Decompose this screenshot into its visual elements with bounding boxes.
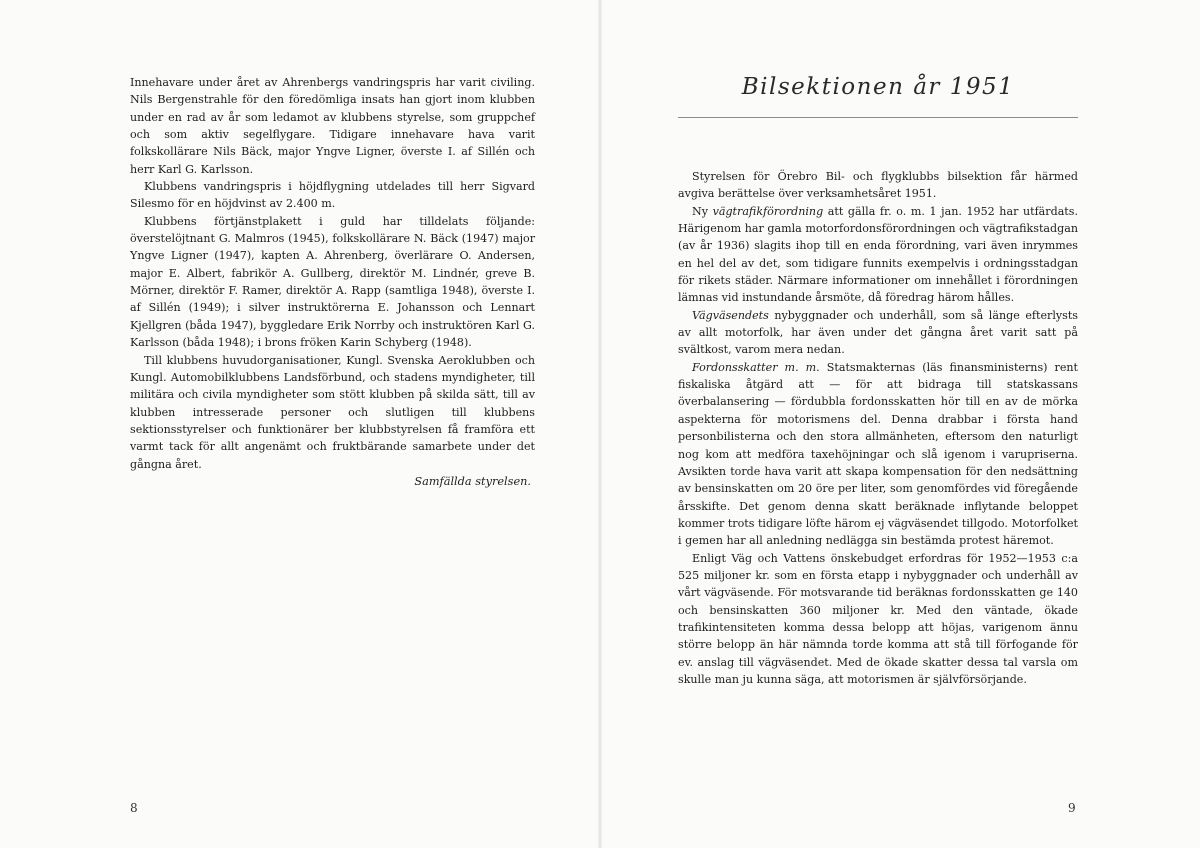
paragraph: Klubbens vandringspris i höjdflygning utdelades till herr Sigvard Silesmo för en höjdvinst av 2.400 m. bbox=[130, 180, 535, 211]
left-text-column bbox=[130, 74, 535, 490]
paragraph bbox=[678, 168, 1078, 203]
italic-term: Fordonsskatter m. m. bbox=[692, 360, 820, 374]
paragraph: Innehavare under året av Ahrenbergs vandringspris har varit civiling. Nils Bergenstrahle för den föredömliga insats han gjort inom klubben under en rad av år som ledamot av klubbens styrelse, som gruppchef och som aktiv segelflygare. Tidigare innehavare hava varit folkskollärare Nils Bäck, major Yngve Ligner, överste I. af Sillén och herr Karl G. Karlsson. bbox=[130, 76, 535, 176]
signature: Samfällda styrelsen. bbox=[414, 474, 531, 488]
paragraph bbox=[678, 203, 1078, 307]
paragraph-text: Styrelsen för Örebro Bil- och flygklubbs bilsektion får härmed avgiva berättelse över verksamhetsåret 1951. bbox=[678, 170, 1078, 201]
left-page bbox=[0, 0, 598, 848]
paragraph bbox=[678, 550, 1078, 689]
page-number: 9 bbox=[1068, 801, 1076, 815]
paragraph-text: nybyggnader och underhåll, som så länge efterlysts av allt motorfolk, har även under det gångna året varit satt på svältkost, varom mera nedan. bbox=[678, 308, 1078, 357]
paragraph-text: Ny bbox=[692, 204, 713, 218]
right-page bbox=[602, 0, 1200, 848]
right-text-column bbox=[678, 168, 1078, 688]
italic-term: vägtrafikförordning bbox=[712, 204, 824, 218]
paragraph bbox=[678, 359, 1078, 550]
page-title: Bilsektionen år 1951 bbox=[741, 74, 1015, 100]
paragraph: Klubbens förtjänstplakett i guld har tilldelats följande: överstelöjtnant G. Malmros (1945), folkskollärare N. Bäck (1947) major Yngve Ligner (1947), kapten A. Ahrenberg, överlärare O. Andersen, major E. Albert, fabrikör A. Gullberg, direktör M. Lindnér, greve B. Mörner, direktör F. Ramer, direktör A. Rapp (samtliga 1948), överste I. af Sillén (1949); i silver instruktörerna E. Johansson och Lennart Kjellgren (båda 1947), byggledare Erik Norrby och instruktören Karl G. Karlsson (båda 1948); i brons fröken Karin Schyberg (1948). bbox=[130, 214, 535, 350]
paragraph-text: att gälla fr. o. m. 1 jan. 1952 har utfärdats. Härigenom har gamla motorfordonsförordningen och vägtrafikstadgan (av år 1936) slagits ihop till en enda förordning, vari även inrymmes en hel del av det, som tidigare funnits exempelvis i ordningsstadgan för rikets städer. Närmare informationer om innehållet i förordningen lämnas vid instundande årsmöte, då föredrag härom hålles. bbox=[678, 204, 1078, 305]
paragraph: Till klubbens huvudorganisationer, Kungl. Svenska Aeroklubben och Kungl. Automobilklubbens Landsförbund, och stadens myndigheter, till militära och civila myndigheter som stött klubben på skilda sätt, till av klubben intresserade personer och slutligen till klubbens sektionsstyrelser och funktionärer ber klubbstyrelsen få framföra ett varmt tack för allt angenämt och fruktbärande samarbete under det gångna året. bbox=[130, 353, 535, 471]
italic-term: Vägväsendets bbox=[692, 308, 769, 322]
paragraph-text: Enligt Väg och Vattens önskebudget erfordras för 1952—1953 c:a 525 miljoner kr. som en första etapp i nybyggnader och underhåll av vårt vägväsende. För motsvarande tid beräknas fordonsskatten ge 140 och bensinskatten 360 miljoner kr. Med den väntade, ökade trafikintensiteten komma dessa belopp att höjas, varigenom ännu större belopp än här nämnda torde komma att stå till förfogande för ev. anslag till vägväsendet. Med de ökade skatter dessa tal varsla om skulle man ju kunna säga, att motorismen är självförsörjande. bbox=[678, 551, 1078, 686]
page-number: 8 bbox=[130, 801, 138, 815]
paragraph bbox=[678, 307, 1078, 359]
title-rule bbox=[678, 117, 1078, 118]
paragraph-text: Statsmakternas (läs finansministerns) rent fiskaliska åtgärd att — för att bidraga till statskassans överbalansering — fördubbla fordonsskatten hör till en av de mörka aspekterna för motorismens del. Denna drabbar i första hand personbilisterna och den stora allmänheten, eftersom den naturligt nog kom att medföra taxehöjningar och slå igenom i varupriserna. Avsikten torde hava varit att skapa kompensation för den nedsättning av bensinskatten om 20 öre per liter, som genomfördes vid föregående årsskifte. Det genom denna skatt beräknade inflytande beloppet kommer trots tidigare löfte härom ej vägväsendet tillgodo. Motorfolket i gemen har all anledning nedlägga sin bestämda protest häremot. bbox=[678, 360, 1078, 548]
